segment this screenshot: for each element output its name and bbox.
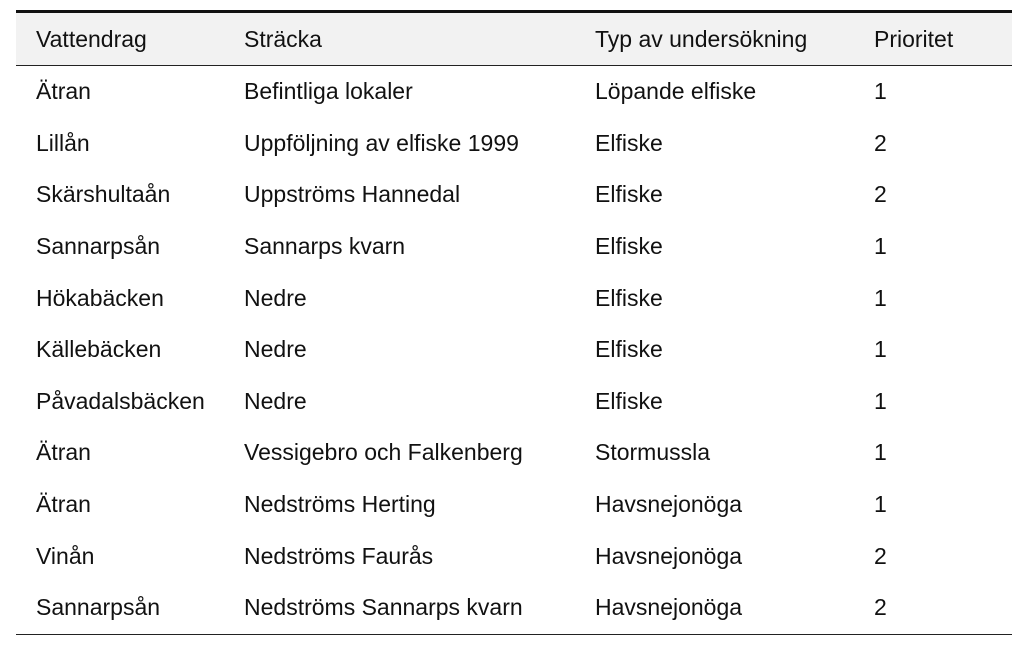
table-row [16,324,1012,376]
cell-vattendrag: Sannarpsån [36,594,161,621]
cell-vattendrag: Ätran [36,491,91,518]
survey-table [16,10,1012,635]
cell-typ: Elfiske [595,233,663,260]
cell-vattendrag: Lillån [36,129,90,156]
table-row [16,530,1012,582]
cell-typ: Havsnejonöga [595,491,743,518]
cell-prioritet: 1 [874,336,887,363]
cell-prioritet: 1 [874,439,887,466]
cell-stracka: Vessigebro och Falkenberg [244,439,523,466]
header-vattendrag: Vattendrag [36,25,147,52]
cell-vattendrag: Vinån [36,542,95,569]
cell-typ: Löpande elfiske [595,78,757,105]
survey-table-container [16,10,1012,635]
table-row [16,272,1012,324]
cell-stracka: Nedströms Sannarps kvarn [244,594,523,621]
cell-stracka: Uppströms Hannedal [244,181,461,208]
cell-prioritet: 1 [874,233,887,260]
cell-stracka: Nedströms Herting [244,491,436,518]
cell-typ: Elfiske [595,336,663,363]
cell-typ: Elfiske [595,284,663,311]
cell-stracka: Sannarps kvarn [244,233,406,260]
cell-stracka: Uppföljning av elfiske 1999 [244,129,519,156]
cell-stracka: Nedre [244,387,307,414]
cell-vattendrag: Ätran [36,78,91,105]
header-stracka: Sträcka [244,25,322,52]
cell-vattendrag: Påvadalsbäcken [36,387,205,414]
cell-prioritet: 1 [874,491,887,518]
table-row [16,427,1012,479]
table-row [16,169,1012,221]
cell-typ: Stormussla [595,439,711,466]
table-row [16,582,1012,634]
table-row [16,376,1012,428]
cell-prioritet: 1 [874,284,887,311]
header-prioritet: Prioritet [874,25,954,52]
table-row [16,118,1012,170]
cell-prioritet: 2 [874,542,887,569]
cell-prioritet: 2 [874,129,887,156]
cell-vattendrag: Skärshultaån [36,181,171,208]
header-row [16,12,1012,66]
cell-prioritet: 2 [874,594,887,621]
table-row [16,221,1012,273]
cell-typ: Havsnejonöga [595,594,743,621]
cell-vattendrag: Källebäcken [36,336,162,363]
cell-vattendrag: Sannarpsån [36,233,161,260]
cell-prioritet: 2 [874,181,887,208]
cell-typ: Elfiske [595,387,663,414]
cell-stracka: Befintliga lokaler [244,78,413,105]
cell-typ: Elfiske [595,181,663,208]
cell-prioritet: 1 [874,78,887,105]
table-body [16,66,1012,635]
cell-stracka: Nedre [244,336,307,363]
cell-stracka: Nedre [244,284,307,311]
table-row [16,66,1012,118]
cell-prioritet: 1 [874,387,887,414]
cell-vattendrag: Ätran [36,439,91,466]
cell-vattendrag: Hökabäcken [36,284,164,311]
table-row [16,479,1012,531]
cell-typ: Havsnejonöga [595,542,743,569]
cell-typ: Elfiske [595,129,663,156]
table-header [16,12,1012,66]
cell-stracka: Nedströms Faurås [244,542,434,569]
header-typ: Typ av undersökning [595,25,808,52]
